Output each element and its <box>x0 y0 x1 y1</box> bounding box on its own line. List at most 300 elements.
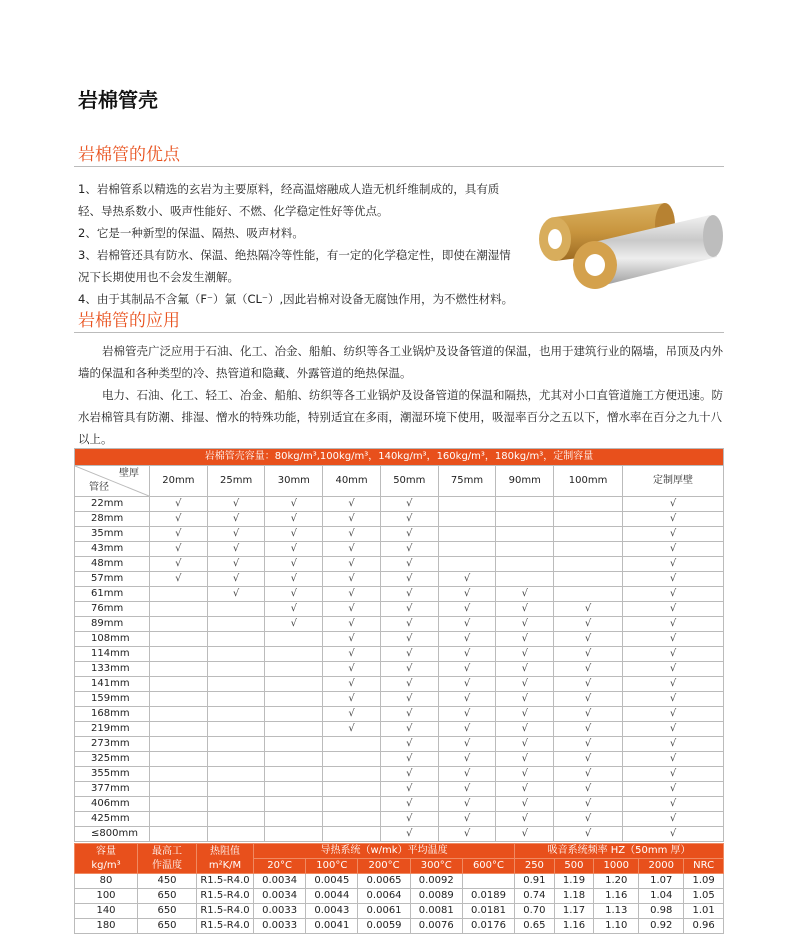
empty-cell <box>150 677 208 692</box>
properties-cell: R1.5-R4.0 <box>197 904 254 919</box>
empty-cell <box>438 497 496 512</box>
spec-table-row <box>75 497 724 512</box>
empty-cell <box>207 662 265 677</box>
properties-cell: 1.13 <box>594 904 639 919</box>
pipe-diameter-cell: 219mm <box>75 722 150 737</box>
check-mark-cell: √ <box>623 737 724 752</box>
check-mark-cell: √ <box>496 722 554 737</box>
properties-cell: 1.01 <box>684 904 724 919</box>
check-mark-cell: √ <box>438 572 496 587</box>
check-mark-cell: √ <box>438 782 496 797</box>
check-mark-cell: √ <box>496 797 554 812</box>
check-mark-cell: √ <box>623 617 724 632</box>
check-mark-cell: √ <box>323 617 381 632</box>
col-header: 20mm <box>150 466 208 497</box>
properties-table <box>74 843 724 934</box>
empty-cell <box>150 812 208 827</box>
check-mark-cell: √ <box>438 602 496 617</box>
properties-cell: 0.96 <box>684 919 724 934</box>
check-mark-cell: √ <box>265 527 323 542</box>
check-mark-cell: √ <box>323 722 381 737</box>
check-mark-cell: √ <box>623 527 724 542</box>
check-mark-cell: √ <box>150 572 208 587</box>
properties-cell: 180 <box>75 919 138 934</box>
check-mark-cell: √ <box>554 662 623 677</box>
rock-wool-pipes-image <box>535 195 725 295</box>
properties-table-body <box>75 874 724 934</box>
empty-cell <box>265 737 323 752</box>
spec-table-row <box>75 557 724 572</box>
check-mark-cell: √ <box>438 812 496 827</box>
check-mark-cell: √ <box>623 797 724 812</box>
empty-cell <box>265 767 323 782</box>
check-mark-cell: √ <box>323 647 381 662</box>
pipe-diameter-cell: 22mm <box>75 497 150 512</box>
check-mark-cell: √ <box>554 602 623 617</box>
properties-cell: 0.0033 <box>254 919 306 934</box>
empty-cell <box>207 722 265 737</box>
col-header: 90mm <box>496 466 554 497</box>
properties-header-row <box>75 844 724 859</box>
empty-cell <box>323 767 381 782</box>
check-mark-cell: √ <box>554 767 623 782</box>
properties-cell: 0.0033 <box>254 904 306 919</box>
properties-cell: R1.5-R4.0 <box>197 919 254 934</box>
check-mark-cell: √ <box>554 692 623 707</box>
pipe-diameter-cell: 57mm <box>75 572 150 587</box>
empty-cell <box>265 662 323 677</box>
check-mark-cell: √ <box>265 497 323 512</box>
check-mark-cell: √ <box>496 692 554 707</box>
check-mark-cell: √ <box>554 632 623 647</box>
check-mark-cell: √ <box>380 587 438 602</box>
check-mark-cell: √ <box>265 587 323 602</box>
empty-cell <box>265 782 323 797</box>
pipe-diameter-cell: 114mm <box>75 647 150 662</box>
check-mark-cell: √ <box>623 752 724 767</box>
pipe-diameter-cell: 355mm <box>75 767 150 782</box>
check-mark-cell: √ <box>380 662 438 677</box>
spec-table-row <box>75 692 724 707</box>
page-title: 岩棉管壳 <box>78 88 158 112</box>
sound-absorption-header: 吸音系统频率 HZ（50mm 厚） <box>515 844 724 859</box>
pipe-diameter-cell: 406mm <box>75 797 150 812</box>
empty-cell <box>150 692 208 707</box>
advantage-line: 1、岩棉管系以精选的玄岩为主要原料，经高温熔融成人造无机纤维制成的，具有质 <box>78 182 500 196</box>
check-mark-cell: √ <box>554 782 623 797</box>
freq-header: 500 <box>554 859 594 874</box>
max-temp-header: 最高工 作温度 <box>138 844 197 874</box>
properties-cell: 0.92 <box>639 919 684 934</box>
spec-table-row <box>75 617 724 632</box>
pipe-diameter-cell: 48mm <box>75 557 150 572</box>
empty-cell <box>265 647 323 662</box>
check-mark-cell: √ <box>265 572 323 587</box>
check-mark-cell: √ <box>380 752 438 767</box>
empty-cell <box>496 557 554 572</box>
properties-cell: 650 <box>138 919 197 934</box>
applications-divider <box>74 332 724 333</box>
temp-header: 20°C <box>254 859 306 874</box>
check-mark-cell: √ <box>438 707 496 722</box>
properties-cell: 0.0061 <box>358 904 410 919</box>
spec-table-caption: 岩棉管壳容量：80kg/m³,100kg/m³，140kg/m³，160kg/m³，180kg/m³，定制容量 <box>75 449 724 466</box>
properties-cell: R1.5-R4.0 <box>197 889 254 904</box>
application-paragraph: 岩棉管壳广泛应用于石油、化工、冶金、船舶、纺织等各工业锅炉及设备管道的保温，也用于建筑行业的隔墙，吊顶及内外墙的保温和各种类型的冷、热管道和隐藏、外露管道的绝热保温。 <box>78 344 723 380</box>
col-header: 100mm <box>554 466 623 497</box>
check-mark-cell: √ <box>554 677 623 692</box>
check-mark-cell: √ <box>380 617 438 632</box>
check-mark-cell: √ <box>623 827 724 842</box>
col-header: 75mm <box>438 466 496 497</box>
spec-table-row <box>75 752 724 767</box>
freq-header: NRC <box>684 859 724 874</box>
pipe-diameter-cell: 325mm <box>75 752 150 767</box>
pipe-diameter-cell: 61mm <box>75 587 150 602</box>
check-mark-cell: √ <box>207 557 265 572</box>
properties-cell: 0.0076 <box>410 919 462 934</box>
check-mark-cell: √ <box>323 692 381 707</box>
pipe-diameter-cell: 35mm <box>75 527 150 542</box>
empty-cell <box>150 647 208 662</box>
spec-table-row <box>75 647 724 662</box>
properties-cell: 1.16 <box>554 919 594 934</box>
pipe-diameter-cell: 141mm <box>75 677 150 692</box>
applications-heading: 岩棉管的应用 <box>78 311 180 331</box>
empty-cell <box>554 512 623 527</box>
check-mark-cell: √ <box>496 677 554 692</box>
spec-table <box>74 448 724 842</box>
check-mark-cell: √ <box>380 782 438 797</box>
check-mark-cell: √ <box>323 512 381 527</box>
check-mark-cell: √ <box>438 722 496 737</box>
check-mark-cell: √ <box>265 542 323 557</box>
spec-table-row <box>75 827 724 842</box>
advantages-text <box>78 178 548 310</box>
empty-cell <box>438 527 496 542</box>
empty-cell <box>265 752 323 767</box>
empty-cell <box>496 527 554 542</box>
check-mark-cell: √ <box>380 827 438 842</box>
pipe-diameter-cell: 108mm <box>75 632 150 647</box>
check-mark-cell: √ <box>380 497 438 512</box>
empty-cell <box>207 602 265 617</box>
empty-cell <box>554 557 623 572</box>
spec-table-row <box>75 527 724 542</box>
check-mark-cell: √ <box>438 677 496 692</box>
empty-cell <box>207 767 265 782</box>
advantages-heading: 岩棉管的优点 <box>78 145 180 165</box>
check-mark-cell: √ <box>380 812 438 827</box>
empty-cell <box>150 752 208 767</box>
check-mark-cell: √ <box>150 542 208 557</box>
check-mark-cell: √ <box>438 632 496 647</box>
check-mark-cell: √ <box>323 677 381 692</box>
check-mark-cell: √ <box>380 512 438 527</box>
check-mark-cell: √ <box>207 512 265 527</box>
empty-cell <box>207 827 265 842</box>
check-mark-cell: √ <box>265 617 323 632</box>
check-mark-cell: √ <box>496 587 554 602</box>
spec-table-row <box>75 662 724 677</box>
check-mark-cell: √ <box>380 572 438 587</box>
check-mark-cell: √ <box>380 632 438 647</box>
properties-cell: 0.70 <box>515 904 555 919</box>
check-mark-cell: √ <box>554 827 623 842</box>
spec-table-row <box>75 542 724 557</box>
properties-cell: 1.19 <box>554 874 594 889</box>
spec-table-row <box>75 797 724 812</box>
check-mark-cell: √ <box>496 752 554 767</box>
pipe-diameter-cell: 168mm <box>75 707 150 722</box>
check-mark-cell: √ <box>554 722 623 737</box>
temp-header: 600°C <box>462 859 514 874</box>
properties-cell: 1.16 <box>594 889 639 904</box>
empty-cell <box>554 572 623 587</box>
properties-cell: 0.0034 <box>254 874 306 889</box>
check-mark-cell: √ <box>623 587 724 602</box>
check-mark-cell: √ <box>380 707 438 722</box>
spec-table-row <box>75 512 724 527</box>
properties-cell: 1.18 <box>554 889 594 904</box>
properties-cell: 0.0081 <box>410 904 462 919</box>
freq-header: 1000 <box>594 859 639 874</box>
empty-cell <box>150 722 208 737</box>
check-mark-cell: √ <box>207 497 265 512</box>
check-mark-cell: √ <box>380 542 438 557</box>
empty-cell <box>150 587 208 602</box>
check-mark-cell: √ <box>380 602 438 617</box>
col-header: 定制厚壁 <box>623 466 724 497</box>
empty-cell <box>207 632 265 647</box>
empty-cell <box>265 677 323 692</box>
properties-cell: 1.04 <box>639 889 684 904</box>
check-mark-cell: √ <box>623 677 724 692</box>
spec-table-row <box>75 812 724 827</box>
properties-cell: 1.09 <box>684 874 724 889</box>
empty-cell <box>438 512 496 527</box>
check-mark-cell: √ <box>623 572 724 587</box>
check-mark-cell: √ <box>554 812 623 827</box>
advantage-line: 3、岩棉管还具有防水、保温、绝热隔冷等性能，有一定的化学稳定性，即使在潮湿情 <box>78 248 511 262</box>
check-mark-cell: √ <box>265 512 323 527</box>
check-mark-cell: √ <box>438 827 496 842</box>
spec-table-row <box>75 737 724 752</box>
check-mark-cell: √ <box>380 677 438 692</box>
application-paragraph: 电力、石油、化工、轻工、冶金、船舶、纺织等各工业锅炉及设备管道的保温和隔热，尤其对小口直管道施工方便迅速。防水岩棉管具有防潮、排湿、憎水的特殊功能，特别适宜在多雨，潮湿环境下使用，吸湿率百分之五以下，憎水率在百分之九十八以上。 <box>78 388 723 446</box>
check-mark-cell: √ <box>438 587 496 602</box>
check-mark-cell: √ <box>496 632 554 647</box>
properties-cell: 0.91 <box>515 874 555 889</box>
properties-cell: 0.0034 <box>254 889 306 904</box>
check-mark-cell: √ <box>496 782 554 797</box>
empty-cell <box>323 812 381 827</box>
check-mark-cell: √ <box>438 767 496 782</box>
pipe-diameter-cell: 273mm <box>75 737 150 752</box>
empty-cell <box>323 797 381 812</box>
check-mark-cell: √ <box>438 692 496 707</box>
corner-thickness-label: 壁厚 <box>119 468 139 479</box>
properties-table-row <box>75 904 724 919</box>
empty-cell <box>207 752 265 767</box>
check-mark-cell: √ <box>150 512 208 527</box>
capacity-header: 容量 kg/m³ <box>75 844 138 874</box>
check-mark-cell: √ <box>438 797 496 812</box>
properties-cell: 650 <box>138 889 197 904</box>
advantage-line: 况下长期使用也不会发生潮解。 <box>78 270 239 284</box>
properties-cell: 0.0065 <box>358 874 410 889</box>
check-mark-cell: √ <box>438 647 496 662</box>
empty-cell <box>438 557 496 572</box>
advantage-line: 轻、导热系数小、吸声性能好、不燃、化学稳定性好等优点。 <box>78 204 389 218</box>
check-mark-cell: √ <box>438 737 496 752</box>
properties-cell: 0.0176 <box>462 919 514 934</box>
pipe-diameter-cell: 28mm <box>75 512 150 527</box>
properties-table-row <box>75 919 724 934</box>
empty-cell <box>265 707 323 722</box>
check-mark-cell: √ <box>623 512 724 527</box>
empty-cell <box>150 827 208 842</box>
properties-cell: 0.74 <box>515 889 555 904</box>
check-mark-cell: √ <box>150 557 208 572</box>
empty-cell <box>207 812 265 827</box>
check-mark-cell: √ <box>623 632 724 647</box>
empty-cell <box>150 797 208 812</box>
check-mark-cell: √ <box>554 647 623 662</box>
temp-header: 100°C <box>306 859 358 874</box>
check-mark-cell: √ <box>438 662 496 677</box>
empty-cell <box>323 827 381 842</box>
check-mark-cell: √ <box>496 767 554 782</box>
corner-diameter-label: 管径 <box>89 482 109 493</box>
check-mark-cell: √ <box>496 662 554 677</box>
check-mark-cell: √ <box>380 722 438 737</box>
spec-table-row <box>75 602 724 617</box>
empty-cell <box>496 512 554 527</box>
empty-cell <box>207 782 265 797</box>
properties-cell: 0.0044 <box>306 889 358 904</box>
temp-header: 300°C <box>410 859 462 874</box>
properties-cell: 0.0092 <box>410 874 462 889</box>
check-mark-cell: √ <box>623 497 724 512</box>
freq-header: 250 <box>515 859 555 874</box>
check-mark-cell: √ <box>323 527 381 542</box>
check-mark-cell: √ <box>323 587 381 602</box>
empty-cell <box>554 542 623 557</box>
empty-cell <box>496 572 554 587</box>
check-mark-cell: √ <box>380 647 438 662</box>
check-mark-cell: √ <box>623 647 724 662</box>
properties-cell: 80 <box>75 874 138 889</box>
pipe-diameter-cell: 425mm <box>75 812 150 827</box>
check-mark-cell: √ <box>496 617 554 632</box>
check-mark-cell: √ <box>207 587 265 602</box>
spec-table-corner <box>75 466 150 497</box>
check-mark-cell: √ <box>323 602 381 617</box>
check-mark-cell: √ <box>496 707 554 722</box>
check-mark-cell: √ <box>554 707 623 722</box>
properties-cell: 0.0041 <box>306 919 358 934</box>
check-mark-cell: √ <box>623 782 724 797</box>
empty-cell <box>265 827 323 842</box>
empty-cell <box>150 632 208 647</box>
properties-cell: 1.20 <box>594 874 639 889</box>
check-mark-cell: √ <box>323 632 381 647</box>
empty-cell <box>554 497 623 512</box>
properties-cell: 140 <box>75 904 138 919</box>
check-mark-cell: √ <box>323 557 381 572</box>
spec-table-row <box>75 767 724 782</box>
properties-cell: 0.0181 <box>462 904 514 919</box>
check-mark-cell: √ <box>207 572 265 587</box>
check-mark-cell: √ <box>554 752 623 767</box>
applications-text <box>78 340 724 450</box>
spec-table-row <box>75 722 724 737</box>
pipe-diameter-cell: 133mm <box>75 662 150 677</box>
check-mark-cell: √ <box>380 797 438 812</box>
temp-header: 200°C <box>358 859 410 874</box>
col-header: 50mm <box>380 466 438 497</box>
thermal-resistance-header: 热阻值 m²K/M <box>197 844 254 874</box>
empty-cell <box>323 752 381 767</box>
properties-table-row <box>75 874 724 889</box>
check-mark-cell: √ <box>496 812 554 827</box>
check-mark-cell: √ <box>623 812 724 827</box>
pipe-diameter-cell: 89mm <box>75 617 150 632</box>
check-mark-cell: √ <box>623 557 724 572</box>
properties-cell: 1.07 <box>639 874 684 889</box>
properties-cell: 0.0045 <box>306 874 358 889</box>
advantage-line: 4、由于其制品不含氟（F⁻）氯（CL⁻）,因此岩棉对设备无腐蚀作用，为不燃性材料。 <box>78 292 514 306</box>
empty-cell <box>207 797 265 812</box>
empty-cell <box>438 542 496 557</box>
empty-cell <box>150 767 208 782</box>
spec-table-header-row <box>75 466 724 497</box>
properties-cell: 0.0089 <box>410 889 462 904</box>
check-mark-cell: √ <box>623 722 724 737</box>
check-mark-cell: √ <box>380 692 438 707</box>
check-mark-cell: √ <box>265 557 323 572</box>
check-mark-cell: √ <box>554 797 623 812</box>
check-mark-cell: √ <box>496 647 554 662</box>
empty-cell <box>150 737 208 752</box>
check-mark-cell: √ <box>323 707 381 722</box>
empty-cell <box>207 737 265 752</box>
empty-cell <box>265 797 323 812</box>
check-mark-cell: √ <box>265 602 323 617</box>
empty-cell <box>265 692 323 707</box>
check-mark-cell: √ <box>623 707 724 722</box>
properties-cell: 0.98 <box>639 904 684 919</box>
empty-cell <box>265 722 323 737</box>
spec-table-row <box>75 572 724 587</box>
pipe-diameter-cell: 159mm <box>75 692 150 707</box>
col-header: 40mm <box>323 466 381 497</box>
empty-cell <box>554 527 623 542</box>
check-mark-cell: √ <box>380 527 438 542</box>
spec-table-row <box>75 677 724 692</box>
empty-cell <box>207 617 265 632</box>
properties-cell: 650 <box>138 904 197 919</box>
empty-cell <box>207 677 265 692</box>
properties-table-row <box>75 889 724 904</box>
check-mark-cell: √ <box>150 527 208 542</box>
check-mark-cell: √ <box>207 527 265 542</box>
check-mark-cell: √ <box>623 692 724 707</box>
empty-cell <box>150 617 208 632</box>
properties-cell: 100 <box>75 889 138 904</box>
spec-table-row <box>75 707 724 722</box>
